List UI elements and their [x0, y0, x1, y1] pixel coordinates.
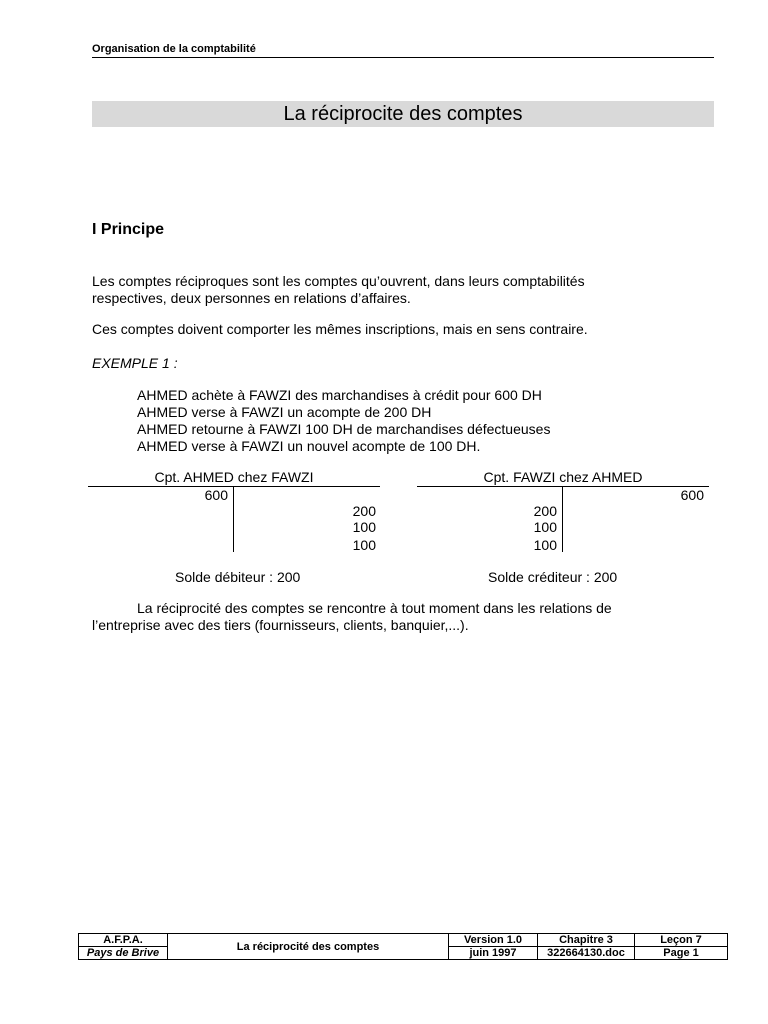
footer-doc-title: La réciprocité des comptes	[168, 934, 449, 960]
header-rule	[92, 57, 714, 58]
running-header: Organisation de la comptabilité	[92, 43, 256, 55]
t-account-right-title: Cpt. FAWZI chez AHMED	[483, 469, 643, 485]
example-list	[137, 387, 550, 455]
list-item: AHMED verse à FAWZI un acompte de 200 DH	[137, 404, 432, 420]
paragraph-rule: Ces comptes doivent comporter les mêmes inscriptions, mais en sens contraire.	[92, 321, 588, 337]
t-account-left-credit: 200	[352, 503, 376, 519]
footer-chapter: Chapitre 3	[538, 934, 635, 947]
t-account-right-balance: Solde créditeur : 200	[488, 569, 618, 585]
footer-file: 322664130.doc	[538, 947, 635, 960]
t-account-left-rule	[88, 486, 380, 487]
t-account-right-divider	[562, 487, 563, 552]
t-account-left-debit: 600	[204, 487, 228, 503]
t-account-left-divider	[233, 487, 234, 552]
t-account-right-debit: 200	[533, 503, 557, 519]
paragraph-line: Les comptes réciproques sont les comptes qu’ouvrent, dans leurs comptabilités	[92, 273, 585, 289]
page-title: La réciprocite des comptes	[283, 103, 523, 125]
section-heading: I Principe	[92, 221, 165, 238]
paragraph-line: La réciprocité des comptes se rencontre à tout moment dans les relations de	[137, 600, 612, 616]
example-label: EXEMPLE 1 :	[92, 355, 178, 371]
footer-org: A.F.P.A.	[79, 934, 168, 947]
t-account-left-credit: 100	[352, 537, 376, 553]
paragraph-line: respectives, deux personnes en relations d’affaires.	[92, 289, 411, 306]
t-account-left-title: Cpt. AHMED chez FAWZI	[154, 469, 314, 485]
footer-lesson: Leçon 7	[635, 934, 728, 947]
paragraph-definition	[92, 273, 732, 306]
t-account-right-debit: 100	[533, 519, 557, 535]
footer-site: Pays de Brive	[79, 947, 168, 960]
footer-page: Page 1	[635, 947, 728, 960]
t-account-left-credit: 100	[352, 519, 376, 535]
paragraph-closing	[92, 600, 732, 634]
list-item: AHMED retourne à FAWZI 100 DH de marchandises défectueuses	[137, 421, 551, 437]
paragraph-line: l’entreprise avec des tiers (fournisseurs, clients, banquier,...).	[92, 617, 469, 633]
list-item: AHMED achète à FAWZI des marchandises à crédit pour 600 DH	[137, 387, 542, 403]
t-account-left-balance: Solde débiteur : 200	[175, 569, 301, 585]
footer-table	[78, 933, 728, 960]
footer-version: Version 1.0	[449, 934, 538, 947]
title-band	[92, 101, 714, 127]
footer-date: juin 1997	[449, 947, 538, 960]
list-item: AHMED verse à FAWZI un nouvel acompte de 100 DH.	[137, 438, 481, 454]
t-account-right-debit: 100	[533, 537, 557, 553]
t-account-right-credit: 600	[680, 487, 704, 503]
